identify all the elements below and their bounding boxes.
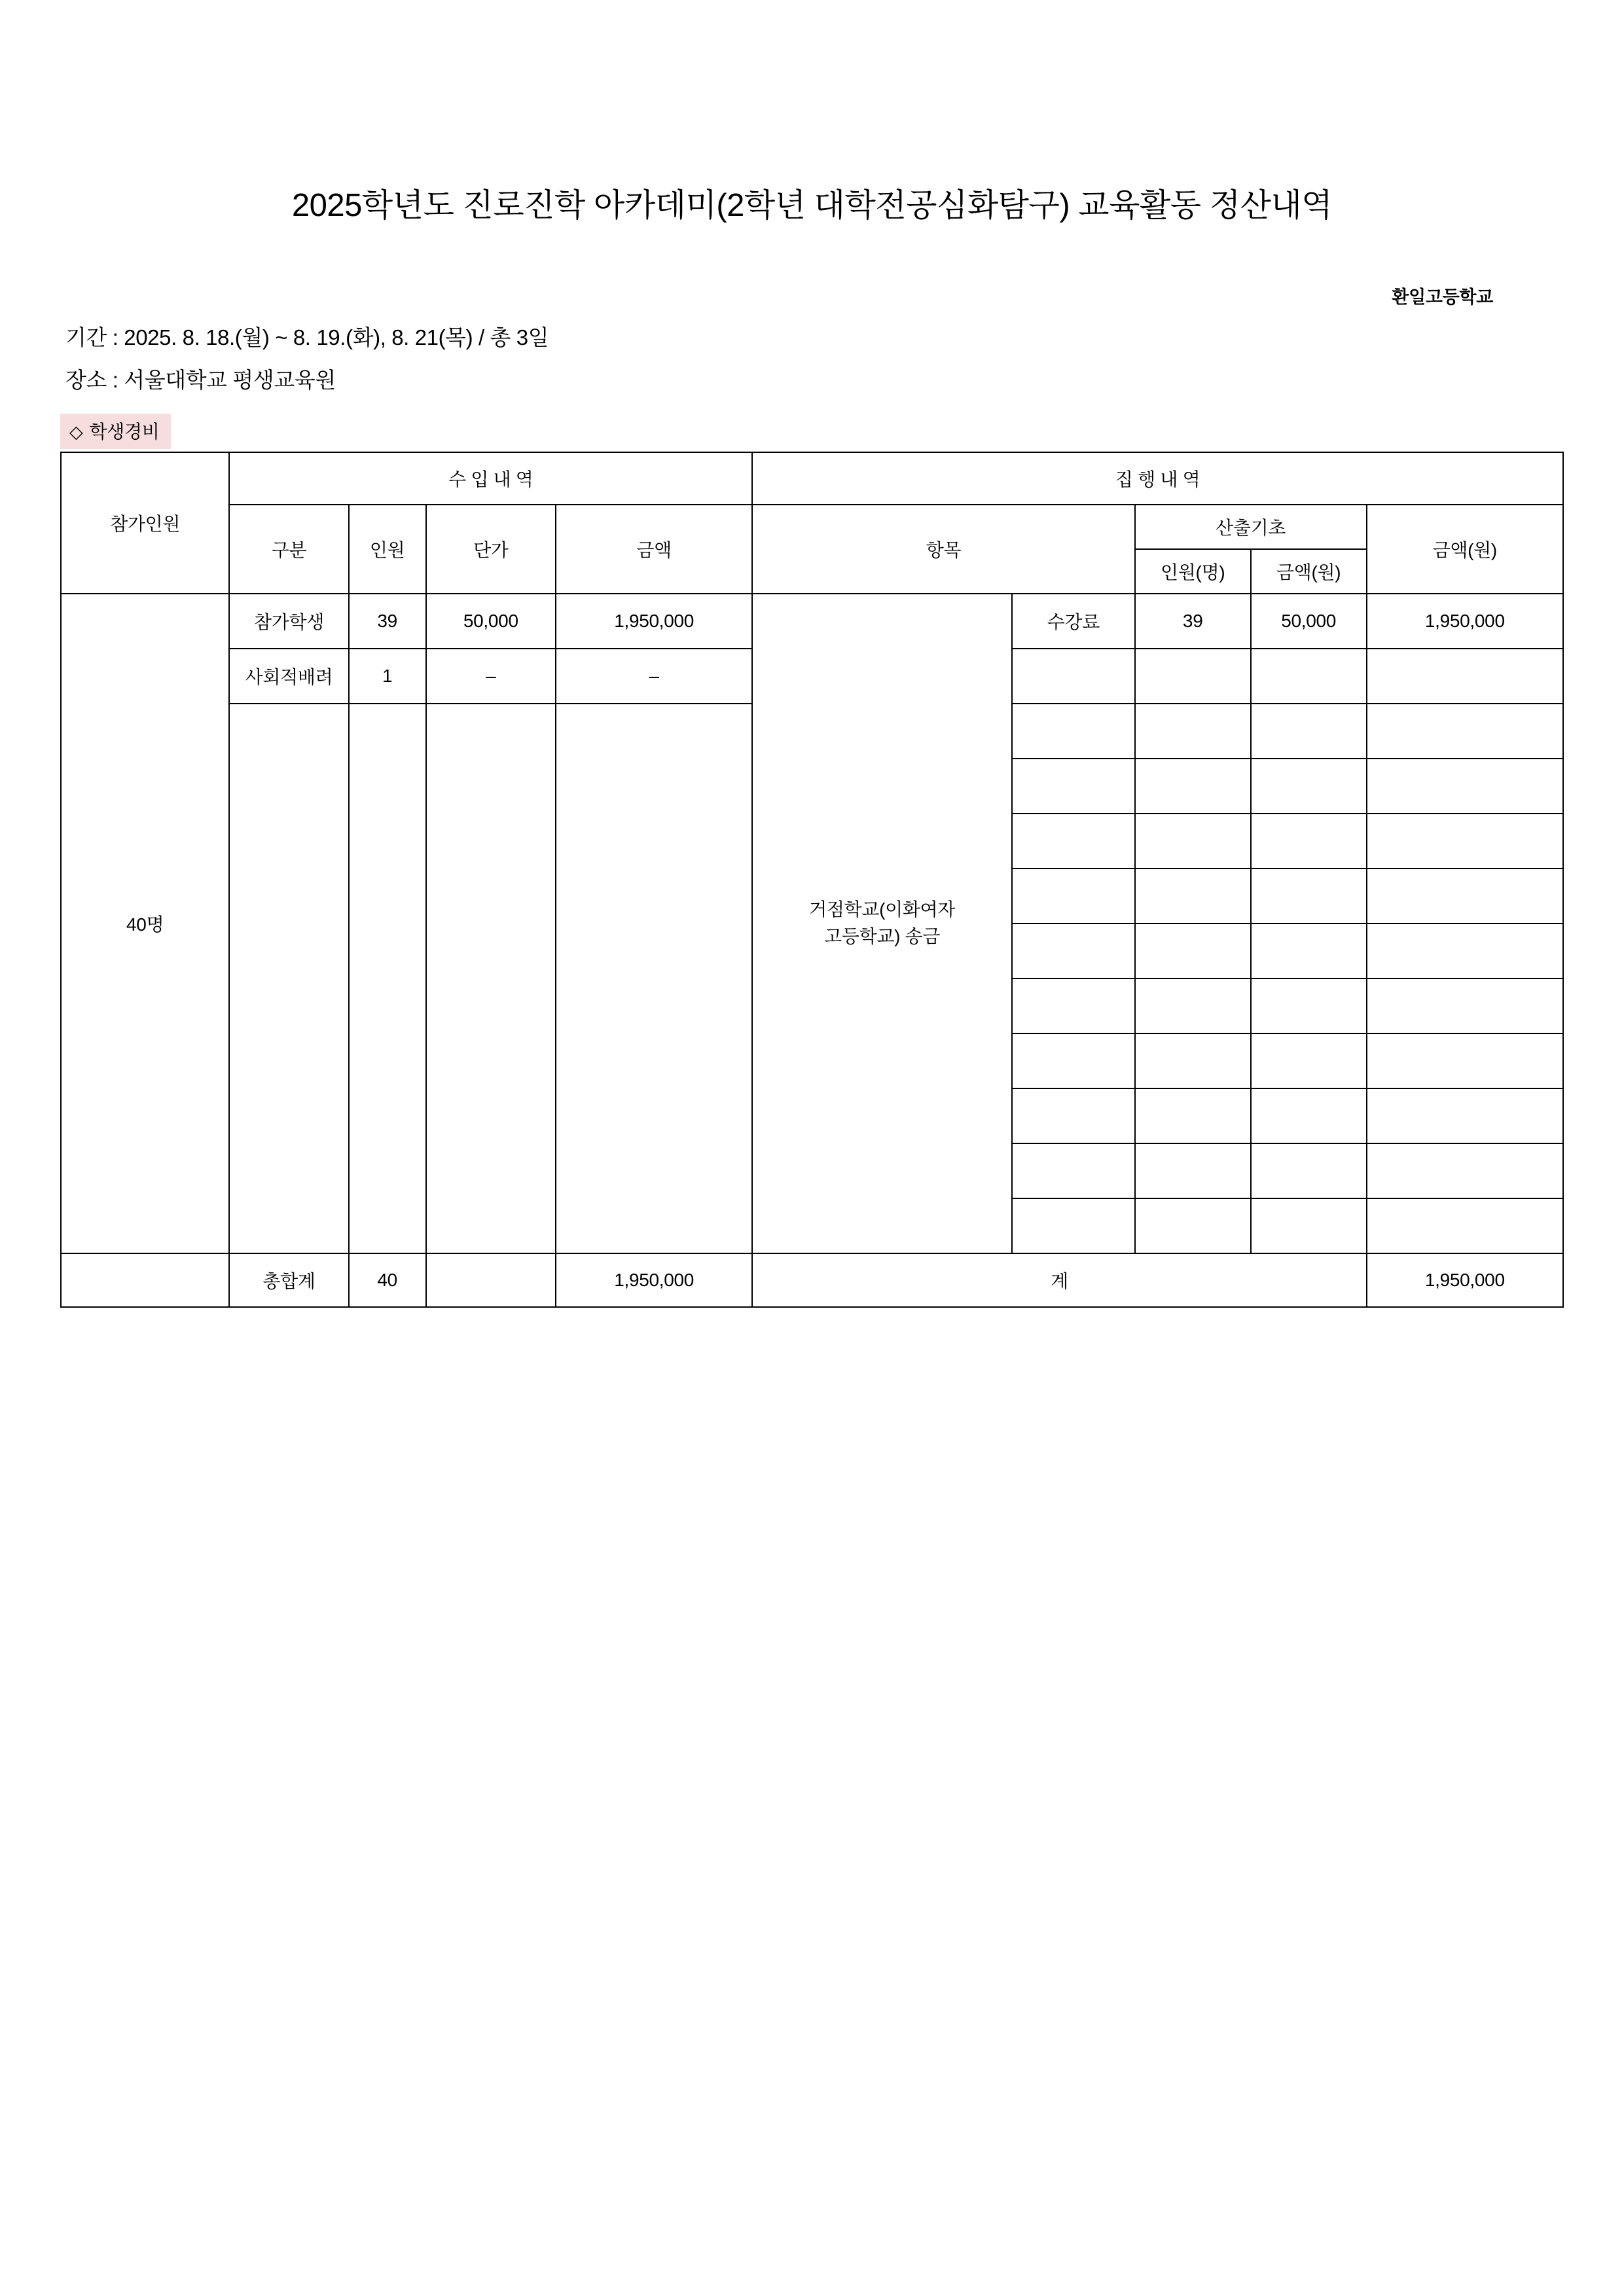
table-row — [61, 594, 1563, 649]
participants-value: 40명 — [61, 594, 229, 1253]
expense-item-12 — [1012, 1198, 1135, 1253]
income-amount-blank — [556, 704, 752, 1253]
expense-calc-count-8 — [1135, 978, 1251, 1033]
header-participants: 참가인원 — [61, 452, 229, 594]
expense-calc-amount-3 — [1251, 704, 1367, 759]
expense-calc-count-3 — [1135, 704, 1251, 759]
expense-calc-count-10 — [1135, 1088, 1251, 1143]
expense-amount-3 — [1367, 704, 1563, 759]
expense-item-10 — [1012, 1088, 1135, 1143]
header-calc-basis: 산출기초 — [1135, 505, 1367, 549]
expense-calc-amount-11 — [1251, 1143, 1367, 1198]
expense-item-1: 수강료 — [1012, 594, 1135, 649]
income-count-blank — [349, 704, 426, 1253]
expense-calc-amount-5 — [1251, 814, 1367, 869]
expense-calc-count-5 — [1135, 814, 1251, 869]
header-income-group: 수 입 내 역 — [229, 452, 752, 505]
expense-calc-count-11 — [1135, 1143, 1251, 1198]
expense-amount-2 — [1367, 649, 1563, 704]
income-division-blank — [229, 704, 348, 1253]
settlement-table — [60, 452, 1564, 1308]
expense-calc-amount-9 — [1251, 1033, 1367, 1088]
expense-calc-count-1: 39 — [1135, 594, 1251, 649]
expense-item-5 — [1012, 814, 1135, 869]
school-name: 환일고등학교 — [1392, 287, 1493, 307]
header-expense-amount: 금액(원) — [1367, 505, 1563, 594]
expense-calc-count-7 — [1135, 924, 1251, 978]
header-expense-group: 집 행 내 역 — [752, 452, 1563, 505]
expense-calc-count-4 — [1135, 759, 1251, 814]
total-income-amount: 1,950,000 — [556, 1253, 752, 1307]
total-income-unit-price — [426, 1253, 556, 1307]
income-count-1: 39 — [349, 594, 426, 649]
expense-item-6 — [1012, 869, 1135, 924]
expense-calc-amount-10 — [1251, 1088, 1367, 1143]
expense-amount-6 — [1367, 869, 1563, 924]
expense-amount-7 — [1367, 924, 1563, 978]
expense-calc-amount-1: 50,000 — [1251, 594, 1367, 649]
expense-calc-count-6 — [1135, 869, 1251, 924]
expense-calc-count-9 — [1135, 1033, 1251, 1088]
period-line: 기간 : 2025. 8. 18.(월) ~ 8. 19.(화), 8. 21(목) / 총 3일 — [65, 325, 549, 350]
income-count-2: 1 — [349, 649, 426, 704]
section-tag-student-expense — [60, 414, 171, 449]
diamond-icon: ◇ — [69, 422, 83, 442]
expense-amount-9 — [1367, 1033, 1563, 1088]
income-division-2: 사회적배려 — [229, 649, 348, 704]
expense-amount-1: 1,950,000 — [1367, 594, 1563, 649]
income-unit-price-blank — [426, 704, 556, 1253]
expense-amount-12 — [1367, 1198, 1563, 1253]
expense-calc-amount-6 — [1251, 869, 1367, 924]
expense-item-3 — [1012, 704, 1135, 759]
expense-note: 거점학교(이화여자 고등학교) 송금 — [752, 594, 1012, 1253]
header-income-unit-price: 단가 — [426, 505, 556, 594]
income-unit-price-1: 50,000 — [426, 594, 556, 649]
total-expense-amount: 1,950,000 — [1367, 1253, 1563, 1307]
expense-item-9 — [1012, 1033, 1135, 1088]
total-participants-blank — [61, 1253, 229, 1307]
header-income-amount: 금액 — [556, 505, 752, 594]
total-income-count: 40 — [349, 1253, 426, 1307]
total-income-label: 총합계 — [229, 1253, 348, 1307]
place-line: 장소 : 서울대학교 평생교육원 — [65, 368, 336, 392]
expense-amount-10 — [1367, 1088, 1563, 1143]
expense-calc-amount-8 — [1251, 978, 1367, 1033]
expense-calc-amount-12 — [1251, 1198, 1367, 1253]
total-expense-label: 계 — [752, 1253, 1366, 1307]
expense-calc-count-12 — [1135, 1198, 1251, 1253]
page-title: 2025학년도 진로진학 아카데미(2학년 대학전공심화탐구) 교육활동 정산내역 — [291, 188, 1333, 223]
income-amount-1: 1,950,000 — [556, 594, 752, 649]
table-header-row-1 — [61, 452, 1563, 505]
expense-calc-amount-7 — [1251, 924, 1367, 978]
expense-amount-5 — [1367, 814, 1563, 869]
expense-item-11 — [1012, 1143, 1135, 1198]
header-calc-count: 인원(명) — [1135, 549, 1251, 594]
expense-calc-count-2 — [1135, 649, 1251, 704]
header-expense-item: 항목 — [752, 505, 1134, 594]
income-division-1: 참가학생 — [229, 594, 348, 649]
income-amount-2: – — [556, 649, 752, 704]
header-income-division: 구분 — [229, 505, 348, 594]
expense-item-2 — [1012, 649, 1135, 704]
expense-calc-amount-4 — [1251, 759, 1367, 814]
expense-calc-amount-2 — [1251, 649, 1367, 704]
income-unit-price-2: – — [426, 649, 556, 704]
section-tag-label: 학생경비 — [89, 422, 160, 442]
expense-item-4 — [1012, 759, 1135, 814]
header-calc-amount: 금액(원) — [1251, 549, 1367, 594]
table-total-row — [61, 1253, 1563, 1307]
expense-amount-8 — [1367, 978, 1563, 1033]
expense-item-8 — [1012, 978, 1135, 1033]
header-income-count: 인원 — [349, 505, 426, 594]
expense-amount-4 — [1367, 759, 1563, 814]
expense-item-7 — [1012, 924, 1135, 978]
table-header-row-2 — [61, 505, 1563, 549]
expense-amount-11 — [1367, 1143, 1563, 1198]
